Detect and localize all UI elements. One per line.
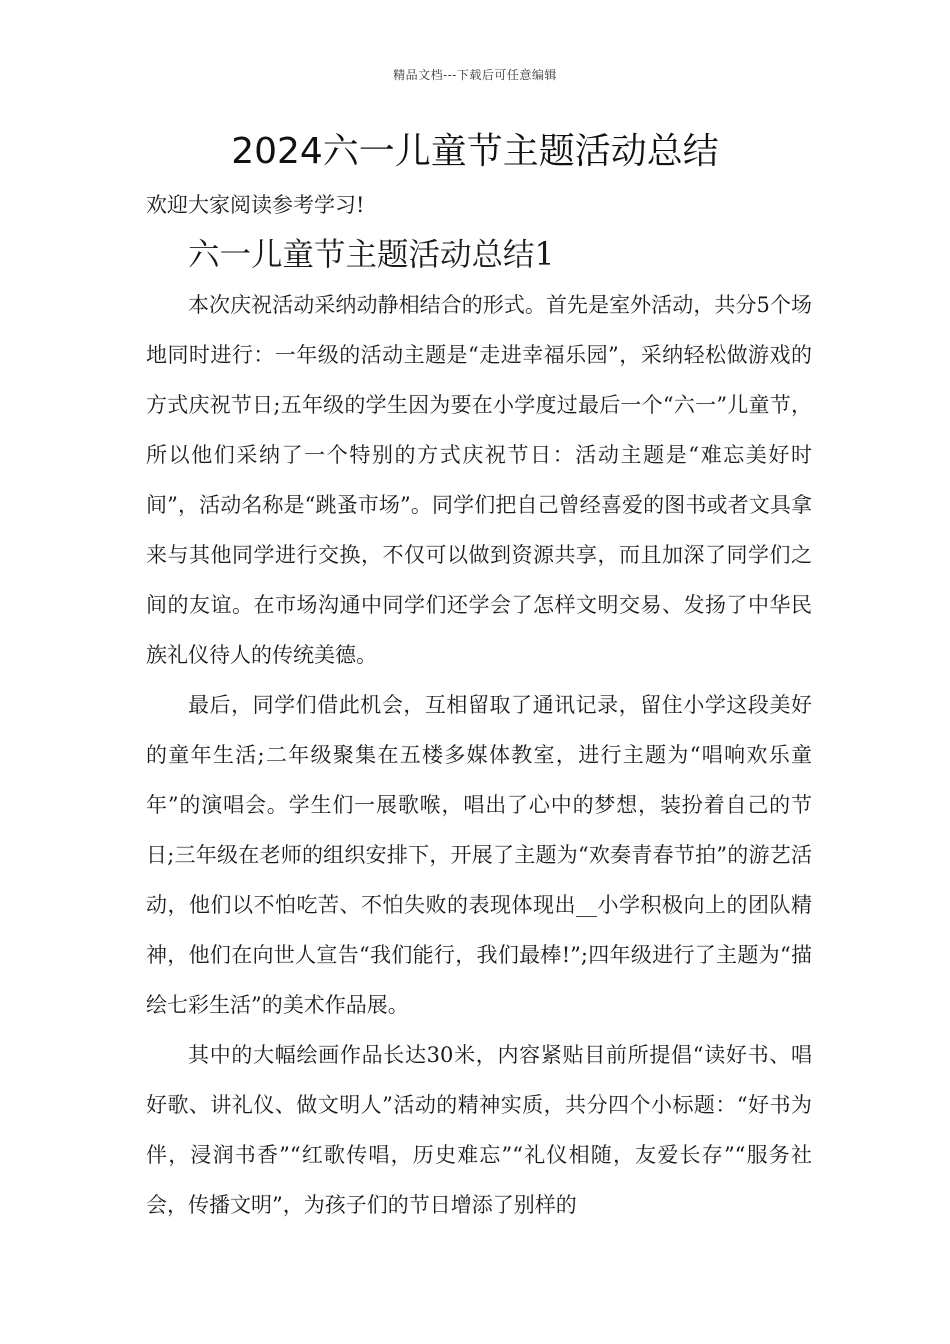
section-heading: 六一儿童节主题活动总结1 (188, 237, 555, 273)
intro-line: 欢迎大家阅读参考学习! (146, 193, 365, 217)
paragraph-2: 最后，同学们借此机会，互相留取了通讯记录，留住小学这段美好的童年生活;二年级聚集在五楼多媒体教室，进行主题为“唱响欢乐童年”的演唱会。学生们一展歌喉，唱出了心中的梦想，装扮着自己的节日;三年级在老师的组织安排下，开展了主题为“欢奏青春节拍”的游艺活动，他们以不怕吃苦、不怕失败的表现体现出__小学积极向上的团队精神，他们在向世人宣告“我们能行，我们最棒!”;四年级进行了主题为“描绘七彩生活”的美术作品展。 (146, 693, 812, 1017)
document-body (146, 180, 812, 1230)
document-title: 2024六一儿童节主题活动总结 (231, 131, 719, 172)
paragraph-3: 其中的大幅绘画作品长达30米，内容紧贴目前所提倡“读好书、唱好歌、讲礼仪、做文明人”活动的精神实质，共分四个小标题：“好书为伴，浸润书香”“红歌传唱，历史难忘”“礼仪相随，友爱长存”“服务社会，传播文明”，为孩子们的节日增添了别样的 (146, 1043, 812, 1217)
paragraph-1: 本次庆祝活动采纳动静相结合的形式。首先是室外活动，共分5个场地同时进行：一年级的活动主题是“走进幸福乐园”，采纳轻松做游戏的方式庆祝节日;五年级的学生因为要在小学度过最后一个“六一”儿童节，所以他们采纳了一个特别的方式庆祝节日：活动主题是“难忘美好时间”，活动名称是“跳蚤市场”。同学们把自己曾经喜爱的图书或者文具拿来与其他同学进行交换，不仅可以做到资源共享，而且加深了同学们之间的友谊。在市场沟通中同学们还学会了怎样文明交易、发扬了中华民族礼仪待人的传统美德。 (146, 293, 812, 667)
page-header: 精品文档---下载后可任意编辑 (393, 68, 557, 82)
